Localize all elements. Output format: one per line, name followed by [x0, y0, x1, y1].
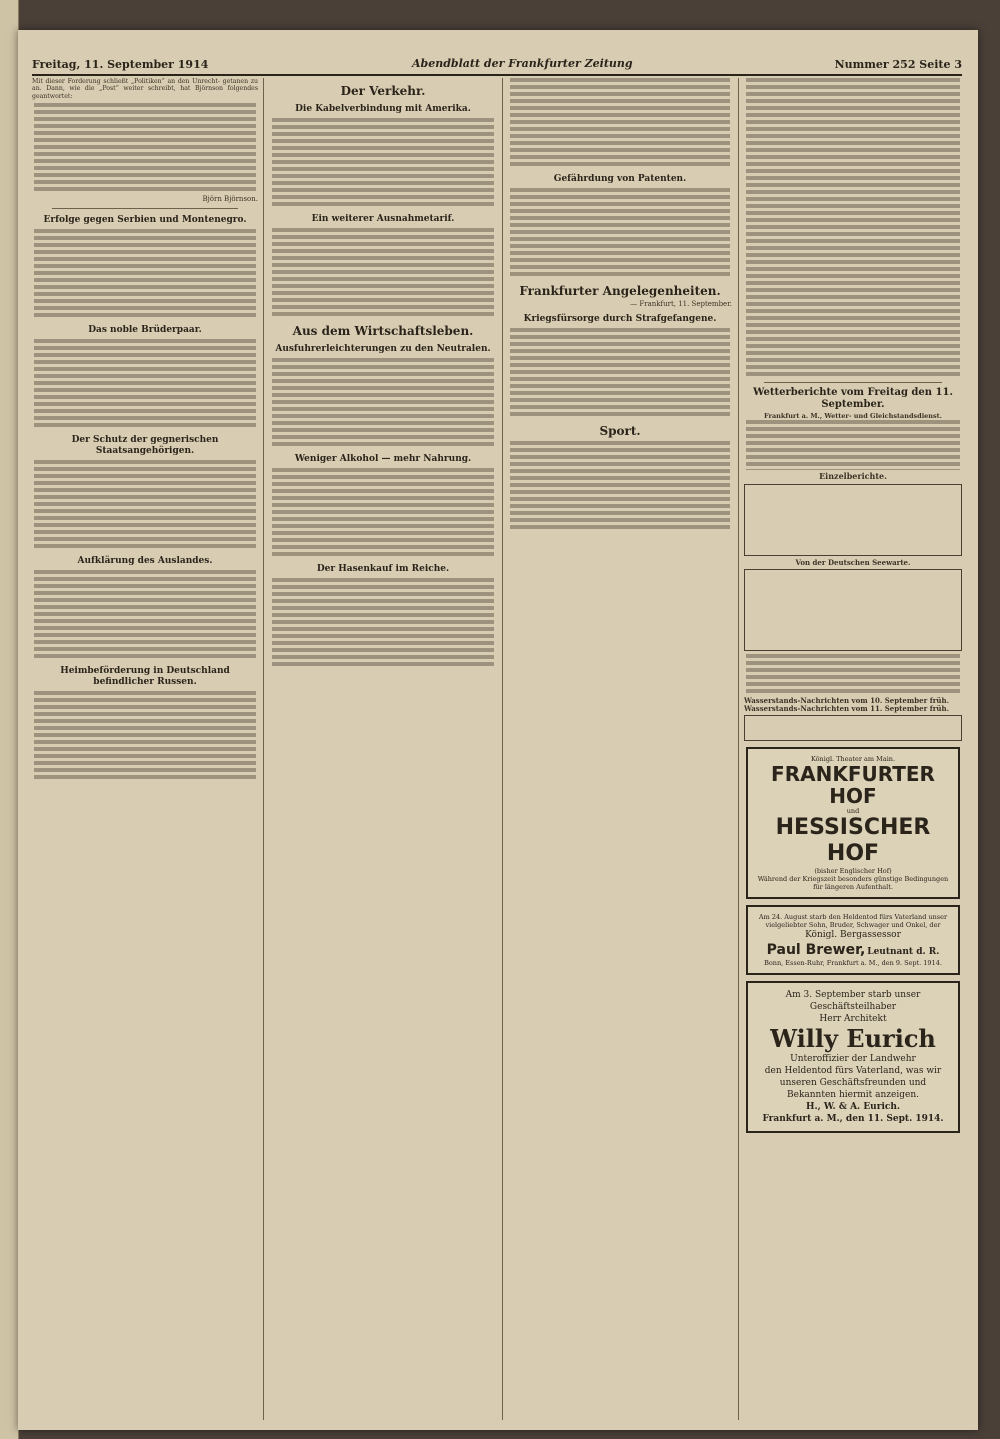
obituary-place: Bonn, Essen-Ruhr, Frankfurt a. M., den 9. Sept. 1914.: [764, 959, 942, 968]
weather-subtitle: Frankfurt a. M., Wetter- und Gleichstandsdienst.: [764, 412, 942, 420]
obituary-name: Paul Brewer,: [766, 942, 866, 959]
section-title: Der Verkehr.: [340, 84, 426, 98]
obituary-eurich: [746, 981, 960, 1133]
headline: Weniger Alkohol — mehr Nahrung.: [294, 454, 472, 464]
article-text: [34, 339, 256, 429]
obituary-rank: Unteroffizier der Landwehr: [790, 1054, 916, 1065]
section-title: Aus dem Wirtschaftsleben.: [292, 324, 474, 338]
headline: Erfolge gegen Serbien und Montenegro.: [43, 214, 247, 225]
masthead-title: Abendblatt der Frankfurter Zeitung: [412, 57, 633, 70]
headline: Ausfuhrerleichterungen zu den Neutralen.: [275, 344, 491, 354]
dateline: — Frankfurt, 11. September.: [630, 300, 732, 308]
obituary-brewer: [746, 905, 960, 975]
headline: Die Kabelverbindung mit Amerika.: [295, 104, 471, 114]
section-title: Sport.: [599, 424, 641, 439]
article-text: [510, 188, 730, 278]
article-text: [34, 570, 256, 660]
obituary-text: den Heldentod fürs Vaterland, was wir unseren Geschäftsfreunden und Bekannten hiermit anzeigen.: [764, 1066, 942, 1101]
headline: Kriegsfürsorge durch Strafgefangene.: [523, 314, 717, 325]
ad-conjunction: und: [846, 807, 860, 816]
weather-title: Wetterberichte vom Freitag den 11. September.: [753, 387, 953, 410]
obituary-name: Willy Eurich: [770, 1024, 936, 1054]
obituary-intro: Am 3. September starb unser Geschäftsteilhaber: [785, 990, 921, 1013]
ad-sub: (bisher Englischer Hof): [814, 867, 892, 876]
article-text: [272, 358, 494, 448]
ad-text: Während der Kriegszeit besonders günstige Bedingungen für längeren Aufenthalt.: [757, 875, 949, 892]
weather-table: [744, 484, 962, 556]
water-level-table: [744, 715, 962, 741]
column-3: [508, 78, 732, 1420]
article-text: [34, 103, 256, 193]
article-text: [34, 691, 256, 781]
headline: Heimbeförderung in Deutschland befindlicher Russen.: [60, 665, 230, 687]
single-reports-title: Einzelberichte.: [819, 471, 887, 482]
headline: Gefährdung von Patenten.: [553, 174, 687, 184]
article-text: [272, 228, 494, 318]
article-text: [272, 118, 494, 208]
article-text: [746, 78, 960, 378]
column-4: [744, 78, 962, 1420]
divider: [52, 208, 238, 209]
article-text: [510, 78, 730, 168]
divider: [764, 382, 942, 383]
hotel-advertisement: [746, 747, 960, 899]
obituary-intro: Am 24. August starb den Heldentod fürs Vaterland unser vielgeliebter Sohn, Bruder, Schwager und Onkel, der: [758, 913, 948, 930]
obituary-title: Herr Architekt: [819, 1014, 887, 1025]
newspaper-page: [18, 30, 978, 1430]
column-rule: [738, 78, 739, 1420]
seewarte-table: [744, 569, 962, 651]
obituary-firm: H., W. & A. Eurich.: [805, 1102, 901, 1113]
masthead-number: Nummer 252 Seite 3: [834, 58, 962, 71]
obituary-title: Königl. Bergassessor: [805, 930, 901, 941]
article-text: [510, 441, 730, 531]
obituary-date: Frankfurt a. M., den 11. Sept. 1914.: [762, 1114, 944, 1125]
article-text: [34, 460, 256, 550]
column-rule: [502, 78, 503, 1420]
hotel-name: FRANKFURTER HOF: [771, 762, 935, 809]
section-title: Frankfurter Angelegenheiten.: [519, 284, 721, 298]
column-1: [32, 78, 258, 1420]
headline: Der Hasenkauf im Reiche.: [316, 564, 450, 574]
water-level-title: Wasserstands-Nachrichten vom 10. September früh.: [744, 696, 950, 706]
masthead-date: Freitag, 11. September 1914: [32, 58, 209, 71]
water-level-title-2: Wasserstands-Nachrichten vom 11. September früh.: [744, 703, 950, 713]
previous-page-edge: [0, 0, 19, 1439]
article-text: [272, 468, 494, 558]
obituary-rank: Leutnant d. R.: [867, 947, 940, 958]
article-text: [272, 578, 494, 668]
headline: Das noble Brüderpaar.: [88, 324, 202, 335]
ad-line: Königl. Theater am Main.: [810, 755, 896, 764]
column-2: [270, 78, 496, 1420]
headline: Ein weiterer Ausnahmetarif.: [311, 214, 455, 224]
masthead: [32, 56, 962, 76]
headline: Der Schutz der gegnerischen Staatsangehörigen.: [71, 434, 219, 456]
signature: Björn Björnson.: [202, 195, 258, 204]
article-text: [746, 420, 960, 470]
hotel-name-2: HESSISCHER HOF: [775, 815, 931, 867]
headline: Aufklärung des Auslandes.: [77, 555, 213, 566]
seewarte-title: Von der Deutschen Seewarte.: [795, 557, 911, 567]
article-text: [34, 229, 256, 319]
column-rule: [263, 78, 264, 1420]
article-text: [746, 654, 960, 694]
article-text: [510, 328, 730, 418]
column-1-intro: Mit dieser Forderung schließt „Politiken“ an den Unrecht- getanen zu an. Dann, wie die „Post“ weiter schreibt, hat Björnson folgendes geantwortet:: [32, 78, 258, 100]
